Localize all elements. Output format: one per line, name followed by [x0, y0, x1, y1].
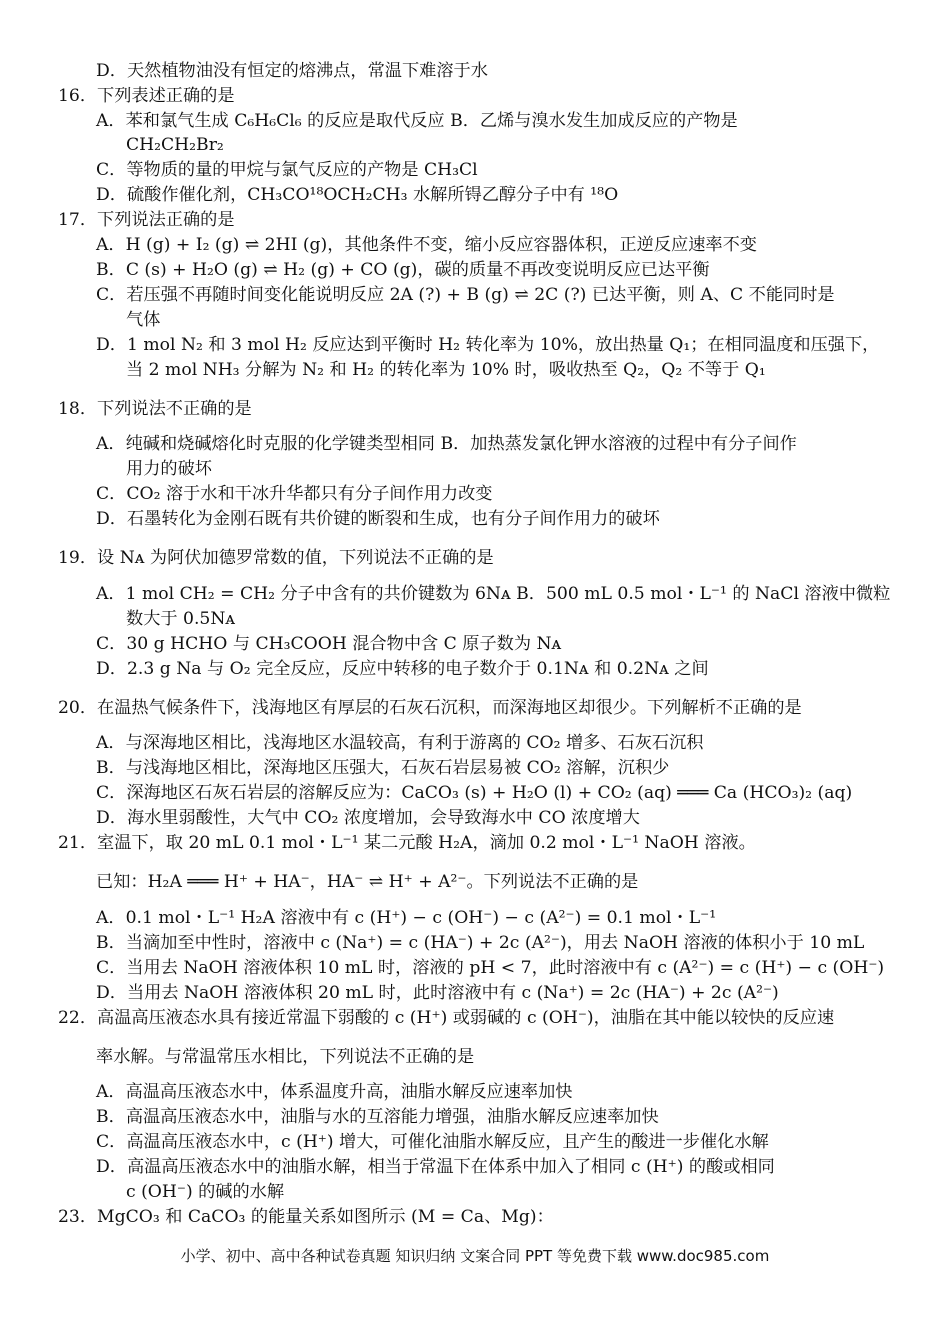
option-line: A．H (g) + I₂ (g) ⇌ 2HI (g)，其他条件不变，缩小反应容器体积，正逆反应速率不变	[96, 235, 757, 255]
option-line: 数大于 0.5Nᴀ	[126, 609, 236, 629]
option-line: C．高温高压液态水中，c (H⁺) 增大，可催化油脂水解反应，且产生的酸进一步催化水解	[96, 1132, 769, 1152]
option-line: CH₂CH₂Br₂	[126, 135, 224, 155]
option-line: B．高温高压液态水中，油脂与水的互溶能力增强，油脂水解反应速率加快	[96, 1107, 659, 1127]
option-line: c (OH⁻) 的碱的水解	[126, 1182, 285, 1202]
option-line: C．深海地区石灰石岩层的溶解反应为：CaCO₃ (s) + H₂O (l) + CO₂ (aq) ═══ Ca (HCO₃)₂ (aq)	[96, 783, 853, 803]
option-line: D．硫酸作催化剂，CH₃CO¹⁸OCH₂CH₃ 水解所锝乙醇分子中有 ¹⁸O	[96, 185, 619, 205]
question-line: 22．高温高压液态水具有接近常温下弱酸的 c (H⁺) 或弱碱的 c (OH⁻)，油脂在其中能以较快的反应速	[58, 1008, 835, 1028]
option-line: D．当用去 NaOH 溶液体积 20 mL 时，此时溶液中有 c (Na⁺) = 2c (HA⁻) + 2c (A²⁻)	[96, 983, 779, 1003]
question-line: 21．室温下，取 20 mL 0.1 mol・L⁻¹ 某二元酸 H₂A，滴加 0.2 mol・L⁻¹ NaOH 溶液。	[58, 833, 756, 853]
option-line: B．与浅海地区相比，深海地区压强大，石灰石岩层易被 CO₂ 溶解，沉积少	[96, 758, 670, 778]
option-line: C．CO₂ 溶于水和干冰升华都只有分子间作用力改变	[96, 484, 493, 504]
option-line: C．当用去 NaOH 溶液体积 10 mL 时，溶液的 pH < 7，此时溶液中有 c (A²⁻) = c (H⁺) − c (OH⁻)	[96, 958, 885, 978]
option-line: A．苯和氯气生成 C₆H₆Cl₆ 的反应是取代反应 B．乙烯与溴水发生加成反应的产物是	[96, 111, 738, 131]
option-line: A．与深海地区相比，浅海地区水温较高，有利于游离的 CO₂ 增多、石灰石沉积	[96, 733, 704, 753]
question-line: 率水解。与常温常压水相比，下列说法不正确的是	[96, 1047, 475, 1067]
question-line: 18．下列说法不正确的是	[58, 399, 252, 419]
option-line: A．1 mol CH₂ = CH₂ 分子中含有的共价键数为 6Nᴀ B．500 mL 0.5 mol・L⁻¹ 的 NaCl 溶液中微粒	[96, 584, 891, 604]
option-line: C．30 g HCHO 与 CH₃COOH 混合物中含 C 原子数为 Nᴀ	[96, 634, 562, 654]
option-line: 当 2 mol NH₃ 分解为 N₂ 和 H₂ 的转化率为 10% 时，吸收热至 Q₂，Q₂ 不等于 Q₁	[126, 360, 766, 380]
option-line: A．高温高压液态水中，体系温度升高，油脂水解反应速率加快	[96, 1082, 573, 1102]
question-line: 已知：H₂A ═══ H⁺ + HA⁻，HA⁻ ⇌ H⁺ + A²⁻。下列说法不正确的是	[96, 872, 639, 892]
question-line: 20．在温热气候条件下，浅海地区有厚层的石灰石沉积，而深海地区却很少。下列解析不正确的是	[58, 698, 802, 718]
option-line: A．纯碱和烧碱熔化时克服的化学键类型相同 B．加热蒸发氯化钾水溶液的过程中有分子间作	[96, 434, 797, 454]
option-line: C．若压强不再随时间变化能说明反应 2A (?) + B (g) ⇌ 2C (?) 已达平衡，则 A、C 不能同时是	[96, 285, 835, 305]
option-line: B．C (s) + H₂O (g) ⇌ H₂ (g) + CO (g)，碳的质量不再改变说明反应已达平衡	[96, 260, 710, 280]
option-line: B．当滴加至中性时，溶液中 c (Na⁺) = c (HA⁻) + 2c (A²⁻)，用去 NaOH 溶液的体积小于 10 mL	[96, 933, 865, 953]
question-line: 16．下列表述正确的是	[58, 86, 235, 106]
option-line: 用力的破坏	[126, 459, 212, 479]
option-line: C．等物质的量的甲烷与氯气反应的产物是 CH₃Cl	[96, 160, 478, 180]
option-line: D．2.3 g Na 与 O₂ 完全反应，反应中转移的电子数介于 0.1Nᴀ 和 0.2Nᴀ 之间	[96, 659, 709, 679]
question-line: 23．MgCO₃ 和 CaCO₃ 的能量关系如图所示 (M = Ca、Mg)：	[58, 1207, 554, 1227]
option-line: 气体	[126, 310, 161, 330]
question-line: 19．设 Nᴀ 为阿伏加德罗常数的值，下列说法不正确的是	[58, 548, 494, 568]
option-line: D．海水里弱酸性，大气中 CO₂ 浓度增加，会导致海水中 CO 浓度增大	[96, 808, 640, 828]
page-footer: 小学、初中、高中各种试卷真题 知识归纳 文案合同 PPT 等免费下载 www.doc985.com	[180, 1247, 770, 1265]
option-line: D．高温高压液态水中的油脂水解，相当于常温下在体系中加入了相同 c (H⁺) 的酸或相同	[96, 1157, 775, 1177]
option-line: D．1 mol N₂ 和 3 mol H₂ 反应达到平衡时 H₂ 转化率为 10%，放出热量 Q₁；在相同温度和压强下，	[96, 335, 880, 355]
option-line: A．0.1 mol・L⁻¹ H₂A 溶液中有 c (H⁺) − c (OH⁻) − c (A²⁻) = 0.1 mol・L⁻¹	[96, 908, 717, 928]
question-line: 17．下列说法正确的是	[58, 210, 235, 230]
option-line: D．天然植物油没有恒定的熔沸点，常温下难溶于水	[96, 61, 488, 81]
option-line: D．石墨转化为金刚石既有共价键的断裂和生成，也有分子间作用力的破坏	[96, 509, 660, 529]
